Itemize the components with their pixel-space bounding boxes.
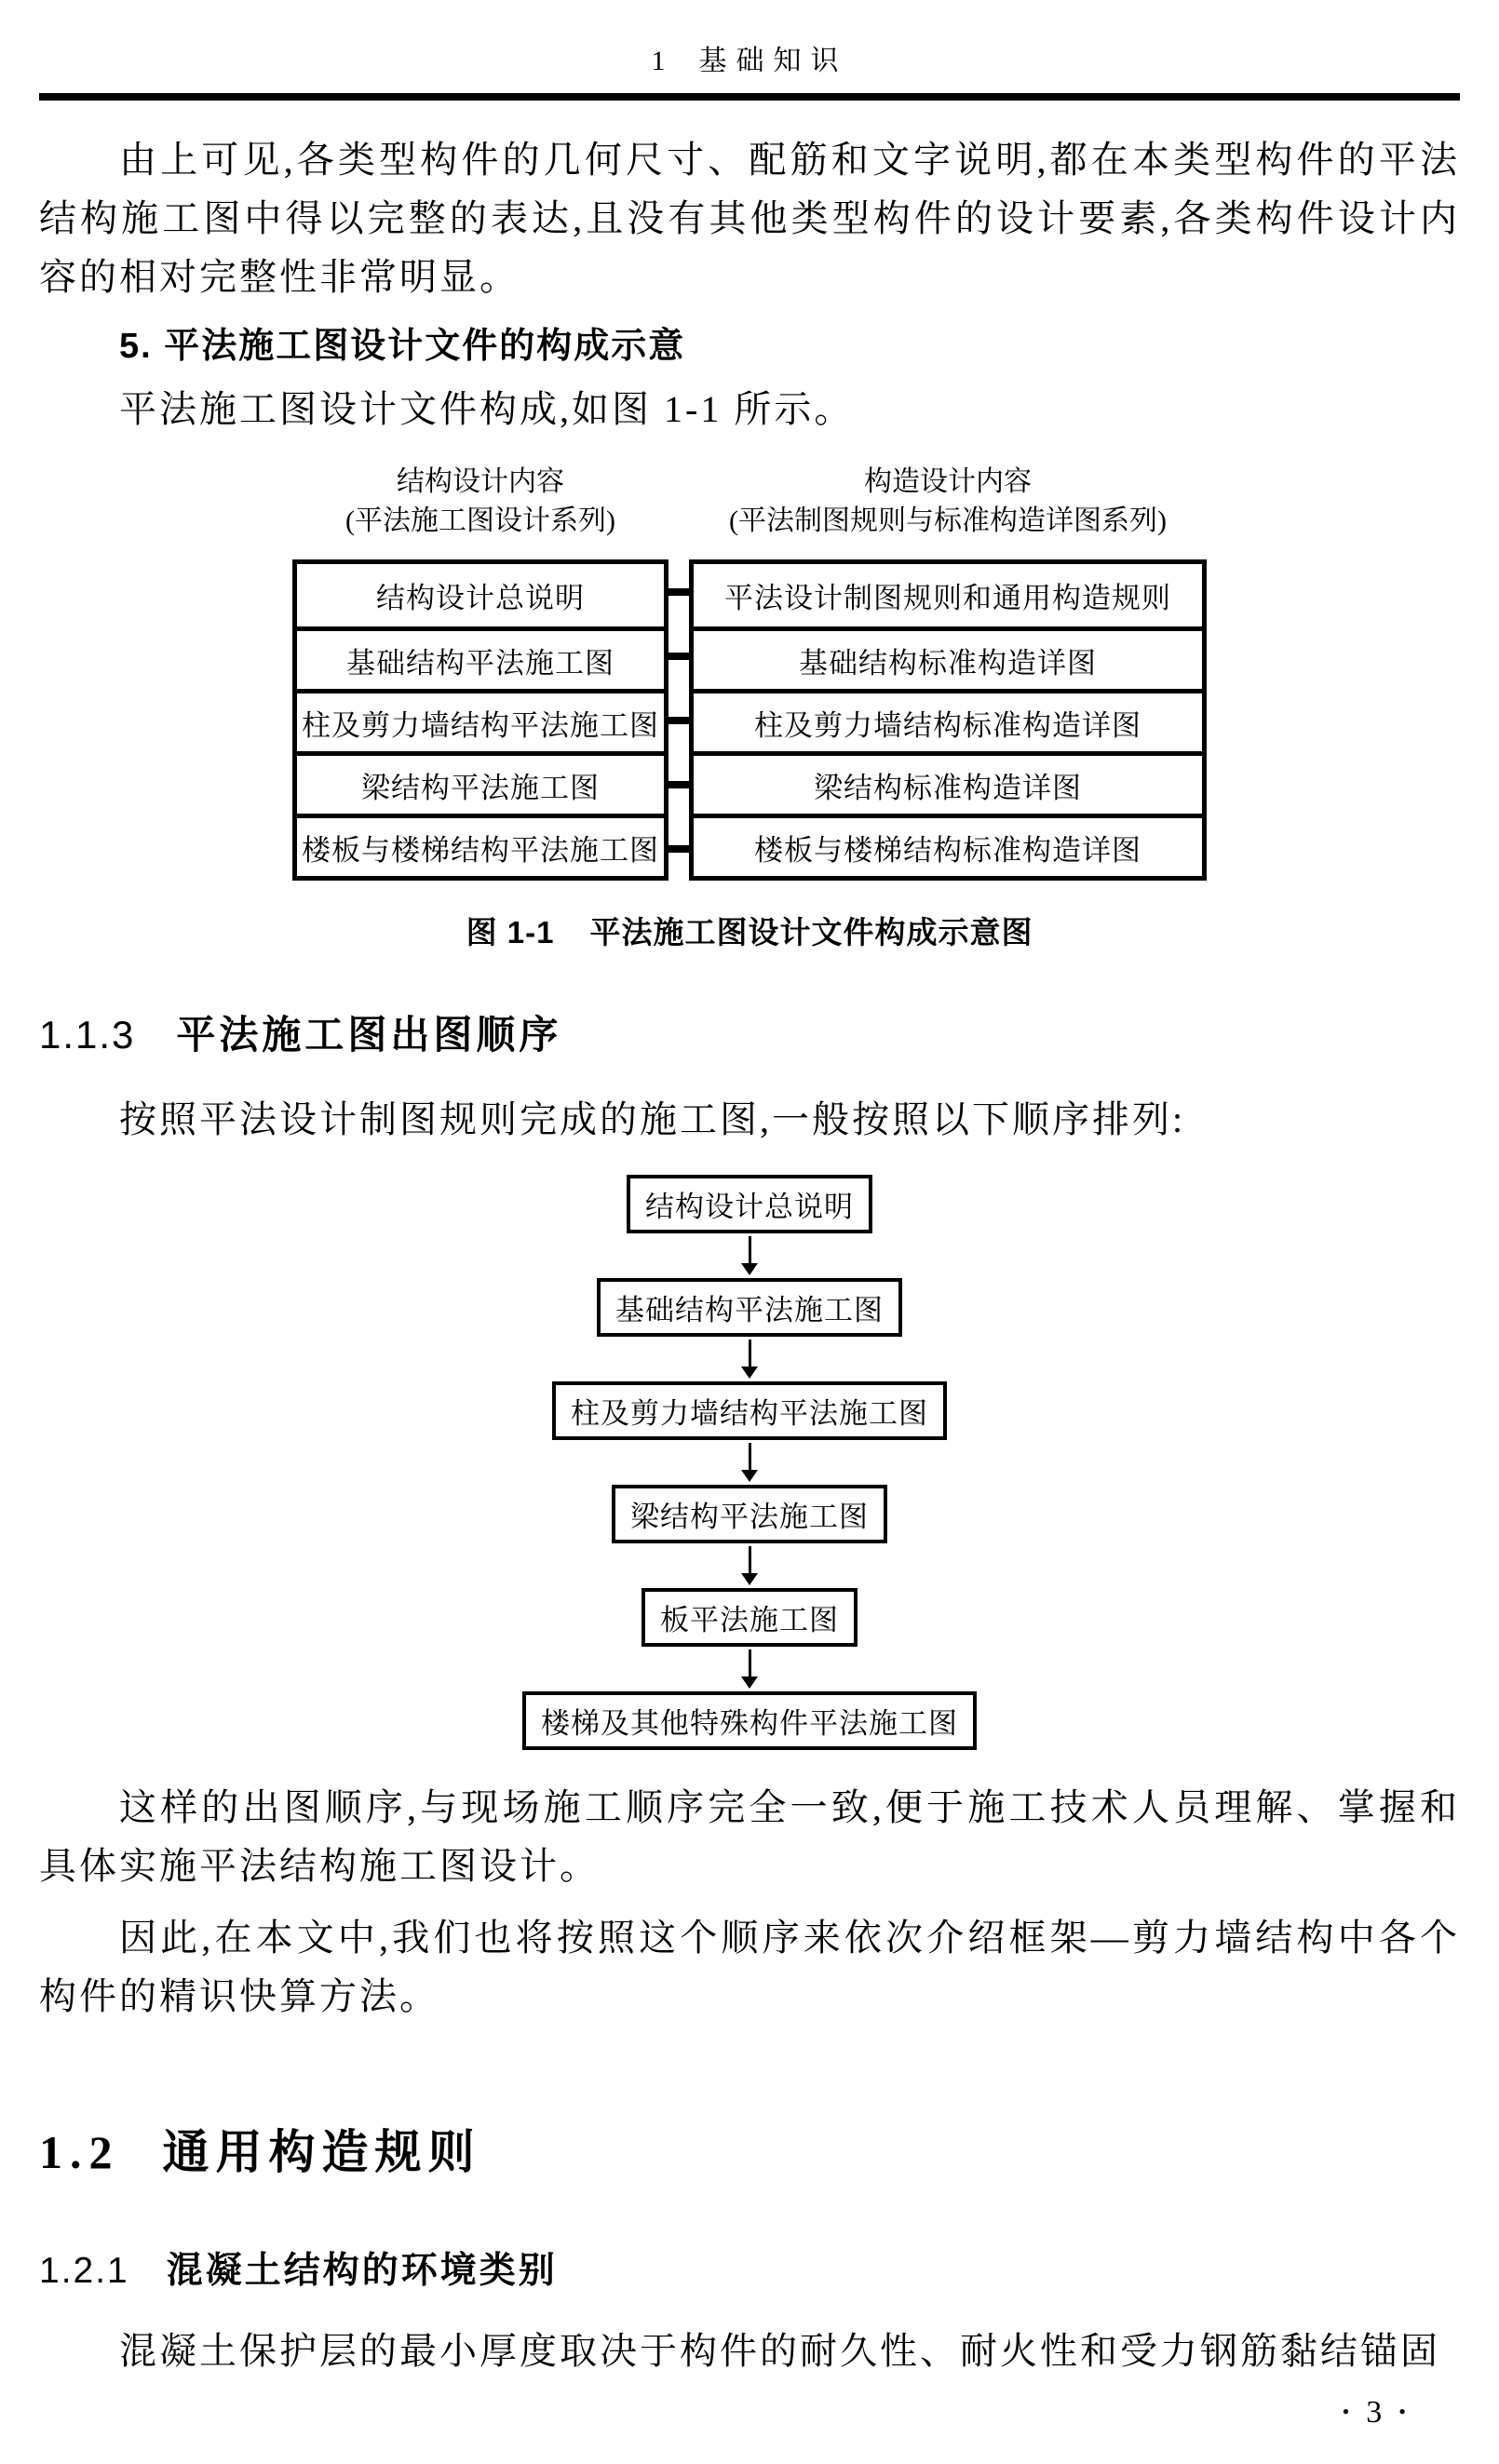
section-heading-1-1-3 bbox=[39, 1004, 1460, 1060]
column-header-right-line2: (平法制图规则与标准构造详图系列) bbox=[729, 505, 1167, 536]
paragraph-fig-intro: 平法施工图设计文件构成,如图 1-1 所示。 bbox=[119, 388, 855, 430]
section-title: 混凝土结构的环境类别 bbox=[166, 2251, 558, 2291]
connector-bar bbox=[668, 845, 689, 853]
connector-row bbox=[668, 816, 689, 881]
diagram-cell-left: 楼板与楼梯结构平法施工图 bbox=[297, 814, 664, 876]
paragraph-line: 构件的精识快算方法。 bbox=[39, 1975, 439, 2017]
section-number: 1.2 bbox=[39, 2126, 120, 2178]
flow-box: 结构设计总说明 bbox=[627, 1175, 872, 1233]
flowchart bbox=[39, 1175, 1460, 1750]
paragraph-flow-intro: 按照平法设计制图规则完成的施工图,一般按照以下顺序排列: bbox=[119, 1098, 1186, 1140]
page-number-dot: • bbox=[1398, 2400, 1406, 2423]
paragraph-line: 容的相对完整性非常明显。 bbox=[39, 256, 520, 298]
page-number-dot: • bbox=[1342, 2400, 1350, 2423]
flow-box: 梁结构平法施工图 bbox=[612, 1485, 887, 1543]
diagram-cell-right: 基础结构标准构造详图 bbox=[694, 626, 1202, 689]
paragraph-line: 结构施工图中得以完整的表达,且没有其他类型构件的设计要素,各类构件设计内 bbox=[39, 197, 1460, 239]
section-title: 平法施工图出图顺序 bbox=[176, 1013, 562, 1057]
document-page bbox=[0, 37, 1499, 2430]
diagram-cell-right: 楼板与楼梯结构标准构造详图 bbox=[694, 814, 1202, 876]
diagram-grid bbox=[292, 559, 1207, 881]
figure-1-1 bbox=[292, 463, 1207, 952]
column-header-left-line1: 结构设计内容 bbox=[397, 466, 564, 497]
connector-bar bbox=[668, 653, 689, 660]
flow-box: 板平法施工图 bbox=[641, 1588, 858, 1647]
diagram-cell-left: 基础结构平法施工图 bbox=[297, 626, 664, 689]
down-arrow-icon bbox=[749, 1443, 751, 1471]
diagram-left-column bbox=[292, 559, 668, 881]
down-arrow-icon bbox=[749, 1546, 751, 1574]
paragraph-line: 由上可见,各类型构件的几何尺寸、配筋和文字说明,都在本类型构件的平法 bbox=[119, 139, 1460, 181]
running-head bbox=[39, 37, 1460, 78]
heading-5: 5. 平法施工图设计文件的构成示意 bbox=[119, 327, 686, 366]
down-arrow-icon bbox=[749, 1236, 751, 1264]
page-number bbox=[39, 2395, 1460, 2430]
flow-box: 楼梯及其他特殊构件平法施工图 bbox=[522, 1691, 977, 1750]
column-header-left bbox=[292, 463, 668, 541]
column-header-gap bbox=[668, 463, 689, 541]
figure-caption bbox=[292, 909, 1207, 952]
diagram-cell-right: 柱及剪力墙结构标准构造详图 bbox=[694, 689, 1202, 751]
paragraph-line: 具体实施平法结构施工图设计。 bbox=[39, 1845, 600, 1887]
diagram-cell-left: 结构设计总说明 bbox=[376, 582, 585, 614]
diagram-cell-left: 柱及剪力墙结构平法施工图 bbox=[297, 689, 664, 751]
connector-bar bbox=[668, 717, 689, 724]
flow-box: 柱及剪力墙结构平法施工图 bbox=[552, 1381, 947, 1440]
paragraph-intro bbox=[39, 130, 1460, 306]
diagram-right-column bbox=[689, 559, 1207, 881]
diagram-column-headers bbox=[292, 463, 1207, 541]
diagram-cell-right: 平法设计制图规则和通用构造规则 bbox=[724, 582, 1171, 614]
paragraph-line: 因此,在本文中,我们也将按照这个顺序来依次介绍框架—剪力墙结构中各个 bbox=[119, 1917, 1460, 1959]
connector-bar bbox=[668, 588, 689, 596]
section-heading-1-2 bbox=[39, 2115, 1460, 2182]
page-number-value: 3 bbox=[1366, 2395, 1383, 2430]
paragraph-after-flow-1 bbox=[39, 1778, 1460, 1895]
section-title: 通用构造规则 bbox=[162, 2126, 481, 2178]
header-rule bbox=[39, 93, 1460, 101]
column-header-right bbox=[689, 463, 1207, 541]
diagram-cell-left: 梁结构平法施工图 bbox=[297, 751, 664, 814]
chapter-title: 基础知识 bbox=[698, 46, 848, 76]
connector-row bbox=[668, 752, 689, 816]
down-arrow-icon bbox=[749, 1649, 751, 1677]
connector-row bbox=[668, 624, 689, 688]
connector-row bbox=[668, 688, 689, 752]
diagram-connectors bbox=[668, 559, 689, 881]
chapter-number: 1 bbox=[651, 46, 666, 76]
figure-caption-label: 图 1-1 bbox=[466, 915, 555, 949]
column-header-right-line1: 构造设计内容 bbox=[864, 466, 1032, 497]
paragraph-line: 这样的出图顺序,与现场施工顺序完全一致,便于施工技术人员理解、掌握和 bbox=[119, 1786, 1460, 1828]
section-heading-1-2-1 bbox=[39, 2242, 1460, 2294]
section-number: 1.2.1 bbox=[39, 2251, 129, 2291]
down-arrow-icon bbox=[749, 1340, 751, 1367]
section-number: 1.1.3 bbox=[39, 1013, 136, 1057]
figure-caption-text: 平法施工图设计文件构成示意图 bbox=[589, 915, 1033, 949]
flow-box: 基础结构平法施工图 bbox=[597, 1278, 902, 1337]
column-header-left-line2: (平法施工图设计系列) bbox=[345, 505, 615, 536]
diagram-cell-right: 梁结构标准构造详图 bbox=[694, 751, 1202, 814]
paragraph-cover: 混凝土保护层的最小厚度取决于构件的耐久性、耐火性和受力钢筋黏结锚固 bbox=[119, 2330, 1440, 2372]
connector-bar bbox=[668, 781, 689, 788]
paragraph-after-flow-2 bbox=[39, 1908, 1460, 2026]
connector-row bbox=[668, 559, 689, 624]
